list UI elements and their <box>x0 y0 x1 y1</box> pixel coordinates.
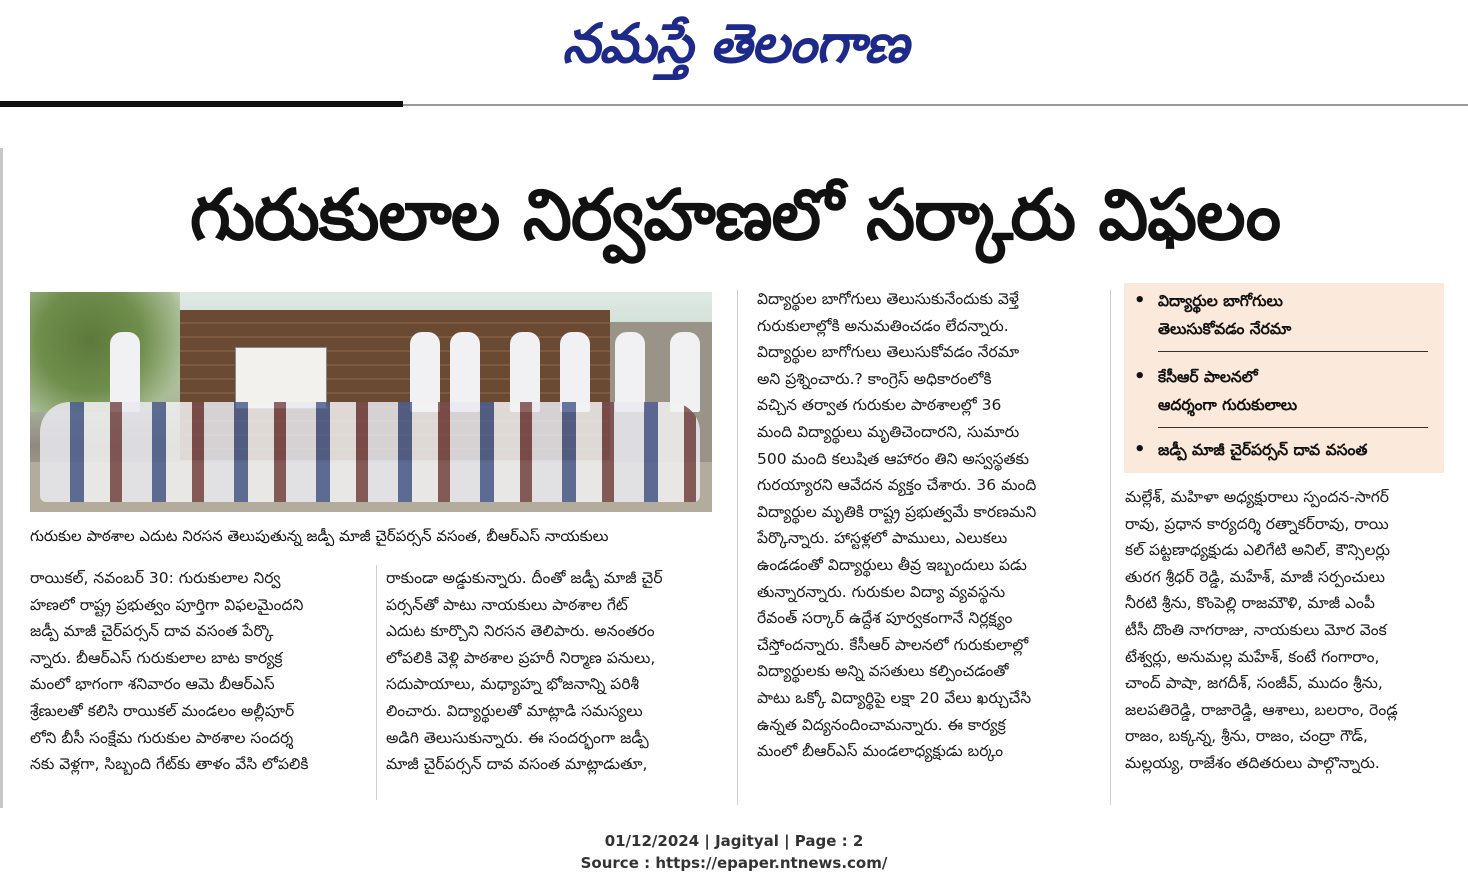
text-line: అడిగి తెలుసుకున్నారు. ఈ సందర్భంగా జడ్పీ <box>386 728 649 747</box>
masthead <box>0 0 1468 100</box>
text-line: విద్యార్థుల బాగోగులు తెలుసుకునేందుకు వెళ్తే <box>757 290 1019 308</box>
text-line: పాటు ఒక్కో విద్యార్థిపై లక్షా 20 వేలు ఖర్చుచేసి <box>757 688 1032 707</box>
page-footer <box>0 830 1468 880</box>
photo-person <box>560 332 590 412</box>
column-divider <box>376 565 377 800</box>
photo-caption: గురుకుల పాఠశాల ఎదుట నిరసన తెలుపుతున్న జడ్పీ మాజీ చైర్‌పర్సన్ వసంత, బీఆర్‌ఎస్ నాయకులు <box>30 527 609 545</box>
text-line: మల్లేశ్, మహిళా అధ్యక్షురాలు స్పందన-సాగర్ <box>1125 488 1389 506</box>
bullet-icon: • <box>1134 290 1146 311</box>
bullet-icon: • <box>1134 439 1146 460</box>
column-divider <box>1110 290 1111 805</box>
highlight-line: తెలుసుకోవడం నేరమా <box>1158 320 1292 338</box>
footer-edition-info: 01/12/2024 | Jagityal | Page : 2 <box>604 832 864 850</box>
footer-source-link[interactable]: Source : https://epaper.ntnews.com/ <box>580 854 888 872</box>
text-line: కల్ పట్టణాధ్యక్షుడు ఎలిగేటి అనిల్, కౌన్సిలర్లు <box>1125 541 1391 560</box>
text-line: సదుపాయాలు, మధ్యాహ్న భోజనాన్ని పరిశీ <box>386 675 640 694</box>
text-line: ఎదుట కూర్చొని నిరసన తెలిపారు. అనంతరం <box>386 622 655 641</box>
text-line: పర్సన్‌తో పాటు నాయకులు పాఠశాల గేట్ <box>386 595 628 614</box>
text-line: మల్లయ్య, రాజేశం తదితరులు పాల్గొన్నారు. <box>1125 753 1380 772</box>
protest-photo <box>30 292 712 512</box>
highlight-line: విద్యార్థుల బాగోగులు <box>1158 292 1283 310</box>
text-line: ఉన్నత విద్యనందించామన్నారు. ఈ కార్యక్ర <box>757 715 1006 734</box>
text-line: రాజం, బక్కన్న, శ్రీను, రాజం, చంద్రా గౌడ్, <box>1125 727 1368 746</box>
text-line: రాయికల్, నవంబర్ 30: గురుకులాల నిర్వ <box>30 569 281 587</box>
text-line: గురయ్యారని ఆవేదన వ్యక్తం చేశారు. 36 మంది <box>757 476 1037 495</box>
masthead-rule-thick <box>0 101 403 107</box>
text-line: శ్రేణులతో కలిసి రాయికల్ మండలం అల్లీపూర్ <box>30 701 295 720</box>
text-line: మంలో బీఆర్‌ఎస్ మండలాధ్యక్షుడు బర్కం <box>757 742 1004 761</box>
text-line: చేస్తోందన్నారు. కేసీఆర్ పాలనలో గురుకులాల్లో <box>757 635 1029 654</box>
text-line: లోపలికి వెళ్లి పాఠశాల ప్రహరీ నిర్మాణ పనులు, <box>386 648 656 667</box>
photo-person <box>110 332 140 412</box>
highlight-divider <box>1158 351 1428 352</box>
highlight-divider <box>1158 427 1428 428</box>
text-line: తురగ శ్రీధర్ రెడ్డి, మహేశ్, మాజీ సర్పంచులు <box>1125 567 1385 586</box>
article-column-2 <box>386 565 716 805</box>
text-line: విద్యార్థుల బాగోగులు తెలుసుకోవడం నేరమా <box>757 343 1020 362</box>
photo-person <box>670 332 700 412</box>
article-column-4 <box>1125 484 1450 804</box>
article-column-1 <box>30 565 365 805</box>
text-line: జడ్పీ మాజీ చైర్‌పర్సన్ దావ వసంత పేర్కొ <box>30 622 274 641</box>
article-column-3 <box>757 286 1097 806</box>
page-edge <box>0 148 3 808</box>
text-line: టీసీ దొంతి నాగరాజు, నాయకులు మోర వెంక <box>1125 620 1387 639</box>
photo-person <box>410 332 440 412</box>
text-line: వచ్చిన తర్వాత గురుకుల పాఠశాలల్లో 36 <box>757 396 1002 415</box>
text-line: మంది విద్యార్థులు మృతిచెందారని, సుమారు <box>757 422 1020 441</box>
bullet-icon: • <box>1134 366 1146 387</box>
text-line: విద్యార్థుల మృతికి రాష్ట్ర ప్రభుత్వమే కారణమని <box>757 502 1037 521</box>
column-divider <box>737 290 738 805</box>
text-line: లోని బీసీ సంక్షేమ గురుకుల పాఠశాల సందర్శ <box>30 728 294 747</box>
photo-crowd <box>40 402 700 502</box>
text-line: తున్నారన్నారు. గురుకుల విద్యా వ్యవస్థను <box>757 582 1006 601</box>
photo-person <box>615 332 645 412</box>
text-line: లించారు. విద్యార్థులతో మాట్లాడి సమస్యలు <box>386 701 643 720</box>
text-line: విద్యార్థులకు అన్ని వసతులు కల్పించడంతో <box>757 662 1009 681</box>
text-line: గురుకులాల్లోకి అనుమతించడం లేదన్నారు. <box>757 316 1009 335</box>
photo-banner <box>235 347 327 409</box>
highlight-line: జడ్పీ మాజీ చైర్‌పర్సన్ దావ వసంత <box>1158 441 1368 459</box>
article-headline: గురుకులాల నిర్వహణలో సర్కారు విఫలం <box>189 174 1281 256</box>
text-line: నకు వెళ్లగా, సిబ్బంది గేట్‌కు తాళం వేసి లోపలికి <box>30 755 309 774</box>
text-line: అని ప్రశ్నించారు.? కాంగ్రెస్ అధికారంలోకి <box>757 369 992 388</box>
text-line: జలపతిరెడ్డి, రాజారెడ్డి, ఆశాలు, బలరాం, రెండ్ల <box>1125 700 1398 719</box>
text-line: న్నారు. బీఆర్‌ఎస్ గురుకులాల బాట కార్యక్ర <box>30 648 283 667</box>
text-line: పేర్కొన్నారు. హాస్టళ్లలో పాములు, ఎలుకలు <box>757 529 1008 548</box>
text-line: రావు, ప్రధాన కార్యదర్శి రత్నాకర్‌రావు, రాయి <box>1125 514 1389 533</box>
text-line: ఉండడంతో విద్యార్థులు తీవ్ర ఇబ్బందులు పడు <box>757 555 1027 574</box>
text-line: హణలో రాష్ట్ర ప్రభుత్వం పూర్తిగా విఫలమైందని <box>30 595 304 614</box>
text-line: మాజీ చైర్‌పర్సన్ దావ వసంత మాట్లాడుతూ, <box>386 755 648 774</box>
masthead-rule-thin <box>403 104 1468 106</box>
highlights-box <box>1124 283 1444 473</box>
photo-tree <box>30 292 180 412</box>
text-line: రాకుండా అడ్డుకున్నారు. దీంతో జడ్పీ మాజీ చైర్ <box>386 569 663 587</box>
highlight-line: కేసీఆర్ పాలనలో <box>1158 368 1258 386</box>
newspaper-logo: నమస్తే తెలంగాణ <box>562 12 908 75</box>
text-line: రేవంత్ సర్కార్ ఉద్దేశ పూర్వకంగానే నిర్లక్ష్యం <box>757 609 1013 628</box>
text-line: నీరటి శ్రీను, కొంపెల్లి రాజమౌళి, మాజీ ఎంపీ <box>1125 594 1375 613</box>
text-line: చాంద్ పాషా, జగదీశ్, సంజీవ్, ముదం శ్రీను, <box>1125 674 1383 693</box>
text-line: 500 మంది కలుషిత ఆహారం తిని అస్వస్థతకు <box>757 449 1030 468</box>
photo-person <box>510 332 540 412</box>
text-line: టేశ్వర్లు, అనుమల్ల మహేశ్, కంటే గంగారాం, <box>1125 647 1380 666</box>
photo-person <box>450 332 480 412</box>
highlight-line: ఆదర్శంగా గురుకులాలు <box>1158 396 1298 414</box>
text-line: మంలో భాగంగా శనివారం ఆమె బీఆర్‌ఎస్ <box>30 675 275 694</box>
